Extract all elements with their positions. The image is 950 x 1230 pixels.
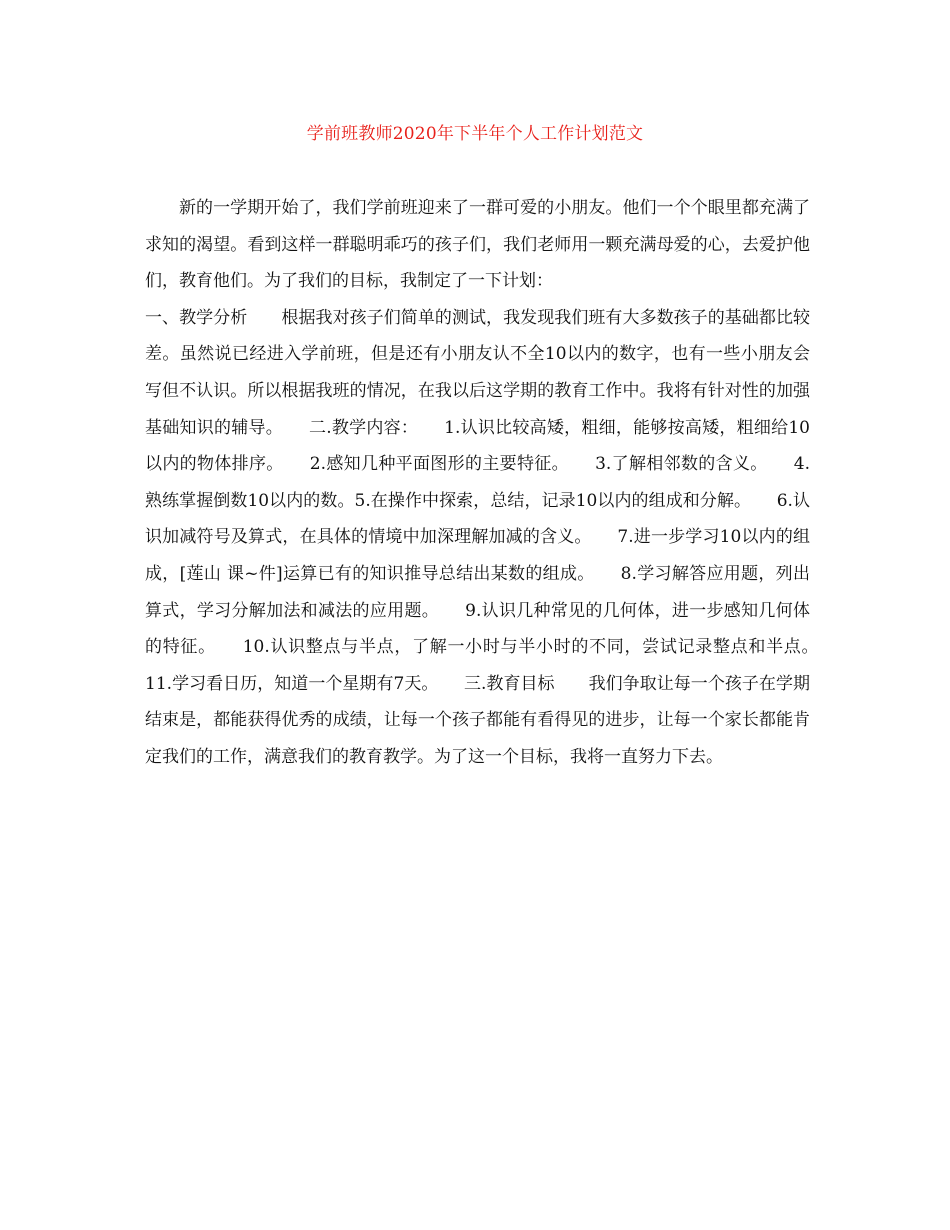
document-title: 学前班教师2020年下半年个人工作计划范文 bbox=[306, 124, 644, 144]
document-body bbox=[145, 190, 844, 776]
intro-paragraph: 新的一学期开始了，我们学前班迎来了一群可爱的小朋友。他们一个个眼里都充满了求知的渴望。看到这样一群聪明乖巧的孩子们，我们老师用一颗充满母爱的心，去爱护他们，教育他们。为了我们的目标，我制定了一下计划： bbox=[145, 198, 810, 292]
plan-paragraph: 一、教学分析 根据我对孩子们简单的测试，我发现我们班有大多数孩子的基础都比较差。虽然说已经进入学前班，但是还有小朋友认不全10以内的数字，也有一些小朋友会写但不认识。所以根据我班的情况，在我以后这学期的教育工作中。我将有针对性的加强基础知识的辅导。 二.教学内容： 1.认识比较高矮，粗细，能够按高矮，粗细给10以内的物体排序。 2.感知几种平面图形的主要特征。 3.了解相邻数的含义。 4. 熟练掌握倒数10以内的数。5.在操作中探索，总结，记录10以内的组成和分解。 6.认识加减符号及算式，在具体的情境中加深理解加减的含义。 7.进一步学习10以内的组成，[莲山 课~件]运算已有的知识推导总结出某数的组成。 8.学习解答应用题，列出算式，学习分解加法和减法的应用题。 9.认识几种常见的几何体，进一步感知几何体的特征。 10.认识整点与半点，了解一小时与半小时的不同，尝试记录整点和半点。 11.学习看日历，知道一个星期有7天。 三.教育目标 我们争取让每一个孩子在学期结束是，都能获得优秀的成绩，让每一个孩子都能有看得见的进步，让每一个家长都能肯定我们的工作，满意我们的教育教学。为了这一个目标，我将一直努力下去。 bbox=[145, 307, 844, 767]
